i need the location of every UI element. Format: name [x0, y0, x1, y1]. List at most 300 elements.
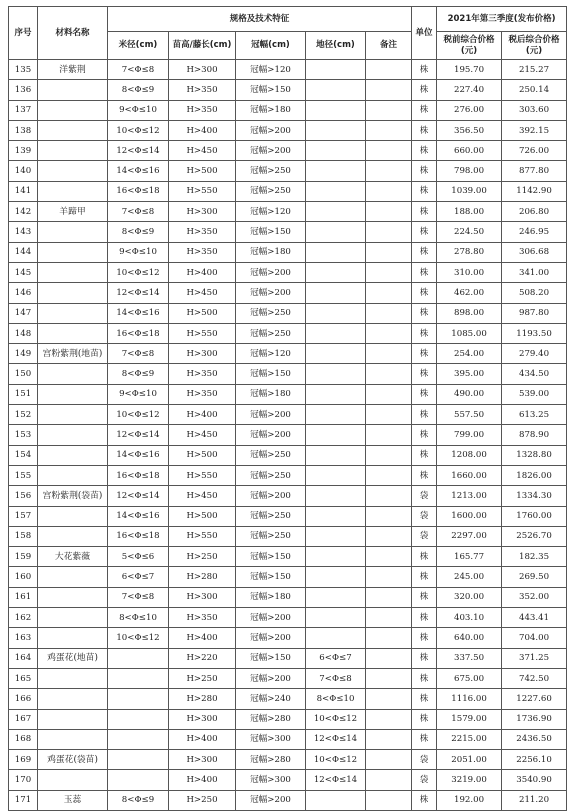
- cell-height: H>220: [169, 648, 236, 668]
- cell-post-tax: 443.41: [502, 608, 567, 628]
- cell-ground: [306, 425, 366, 445]
- cell-crown: 冠幅>280: [236, 709, 306, 729]
- cell-dia: 10<Φ≤12: [108, 120, 169, 140]
- cell-height: H>350: [169, 384, 236, 404]
- cell-height: H>300: [169, 344, 236, 364]
- cell-pre-tax: 356.50: [437, 120, 502, 140]
- cell-crown: 冠幅>200: [236, 405, 306, 425]
- cell-post-tax: 1193.50: [502, 323, 567, 343]
- table-row: [9, 567, 567, 587]
- cell-post-tax: 1826.00: [502, 465, 567, 485]
- cell-dia: 7<Φ≤8: [108, 202, 169, 222]
- cell-note: [366, 587, 412, 607]
- cell-pre-tax: 898.00: [437, 303, 502, 323]
- table-body: [9, 60, 567, 811]
- cell-post-tax: 371.25: [502, 648, 567, 668]
- cell-post-tax: 742.50: [502, 668, 567, 688]
- cell-seq: 147: [9, 303, 38, 323]
- cell-height: H>250: [169, 790, 236, 810]
- cell-height: H>500: [169, 506, 236, 526]
- table-row: [9, 689, 567, 709]
- table-row: [9, 770, 567, 790]
- cell-seq: 162: [9, 608, 38, 628]
- cell-pre-tax: 1085.00: [437, 323, 502, 343]
- cell-note: [366, 790, 412, 810]
- cell-unit: 株: [412, 344, 437, 364]
- table-row: [9, 323, 567, 343]
- cell-post-tax: 1736.90: [502, 709, 567, 729]
- cell-dia: 6<Φ≤7: [108, 567, 169, 587]
- cell-seq: 153: [9, 425, 38, 445]
- cell-seq: 167: [9, 709, 38, 729]
- cell-pre-tax: 557.50: [437, 405, 502, 425]
- header-ground: 地径(cm): [306, 32, 366, 60]
- cell-seq: 163: [9, 628, 38, 648]
- cell-height: H>350: [169, 608, 236, 628]
- table-row: [9, 141, 567, 161]
- cell-seq: 168: [9, 729, 38, 749]
- cell-note: [366, 80, 412, 100]
- header-price-group: 2021年第三季度(发布价格): [437, 7, 567, 32]
- table-row: [9, 384, 567, 404]
- cell-pre-tax: 490.00: [437, 384, 502, 404]
- table-row: [9, 608, 567, 628]
- cell-post-tax: 613.25: [502, 405, 567, 425]
- cell-seq: 160: [9, 567, 38, 587]
- cell-unit: 株: [412, 161, 437, 181]
- cell-name: 羊蹄甲: [38, 202, 108, 222]
- table-row: [9, 80, 567, 100]
- cell-ground: [306, 384, 366, 404]
- cell-note: [366, 120, 412, 140]
- cell-crown: 冠幅>200: [236, 141, 306, 161]
- cell-crown: 冠幅>150: [236, 80, 306, 100]
- cell-ground: [306, 323, 366, 343]
- cell-height: H>400: [169, 405, 236, 425]
- cell-note: [366, 425, 412, 445]
- cell-unit: 株: [412, 628, 437, 648]
- cell-pre-tax: 1600.00: [437, 506, 502, 526]
- cell-crown: 冠幅>250: [236, 161, 306, 181]
- cell-unit: 袋: [412, 770, 437, 790]
- table-row: [9, 750, 567, 770]
- table-row: [9, 161, 567, 181]
- cell-dia: 5<Φ≤6: [108, 547, 169, 567]
- cell-dia: 16<Φ≤18: [108, 323, 169, 343]
- cell-ground: [306, 405, 366, 425]
- cell-name: [38, 770, 108, 790]
- cell-ground: 10<Φ≤12: [306, 750, 366, 770]
- cell-pre-tax: 276.00: [437, 100, 502, 120]
- cell-pre-tax: 320.00: [437, 587, 502, 607]
- cell-name: 宫粉紫荆(地苗): [38, 344, 108, 364]
- cell-pre-tax: 310.00: [437, 262, 502, 282]
- cell-ground: [306, 262, 366, 282]
- cell-height: H>280: [169, 567, 236, 587]
- cell-ground: [306, 161, 366, 181]
- cell-height: H>400: [169, 120, 236, 140]
- cell-pre-tax: 188.00: [437, 202, 502, 222]
- cell-unit: 株: [412, 668, 437, 688]
- cell-ground: [306, 242, 366, 262]
- cell-note: [366, 384, 412, 404]
- cell-seq: 135: [9, 60, 38, 80]
- cell-note: [366, 709, 412, 729]
- cell-pre-tax: 1039.00: [437, 181, 502, 201]
- cell-seq: 149: [9, 344, 38, 364]
- cell-name: [38, 628, 108, 648]
- cell-unit: 株: [412, 465, 437, 485]
- cell-post-tax: 341.00: [502, 262, 567, 282]
- cell-pre-tax: 403.10: [437, 608, 502, 628]
- cell-crown: 冠幅>200: [236, 262, 306, 282]
- cell-ground: 12<Φ≤14: [306, 770, 366, 790]
- cell-ground: [306, 486, 366, 506]
- cell-seq: 151: [9, 384, 38, 404]
- cell-pre-tax: 462.00: [437, 283, 502, 303]
- cell-height: H>500: [169, 445, 236, 465]
- cell-unit: 株: [412, 100, 437, 120]
- cell-height: H>450: [169, 283, 236, 303]
- table-row: [9, 202, 567, 222]
- cell-pre-tax: 227.40: [437, 80, 502, 100]
- cell-unit: 株: [412, 283, 437, 303]
- cell-pre-tax: 2051.00: [437, 750, 502, 770]
- cell-seq: 161: [9, 587, 38, 607]
- table-row: [9, 100, 567, 120]
- cell-crown: 冠幅>250: [236, 181, 306, 201]
- cell-pre-tax: 2215.00: [437, 729, 502, 749]
- cell-pre-tax: 3219.00: [437, 770, 502, 790]
- cell-height: H>450: [169, 486, 236, 506]
- cell-post-tax: 392.15: [502, 120, 567, 140]
- cell-dia: 9<Φ≤10: [108, 242, 169, 262]
- cell-seq: 164: [9, 648, 38, 668]
- cell-ground: [306, 526, 366, 546]
- cell-name: [38, 526, 108, 546]
- cell-seq: 144: [9, 242, 38, 262]
- cell-unit: 株: [412, 547, 437, 567]
- cell-ground: [306, 567, 366, 587]
- cell-dia: 8<Φ≤9: [108, 80, 169, 100]
- cell-crown: 冠幅>300: [236, 729, 306, 749]
- cell-seq: 138: [9, 120, 38, 140]
- cell-height: H>550: [169, 181, 236, 201]
- cell-post-tax: 2436.50: [502, 729, 567, 749]
- cell-note: [366, 100, 412, 120]
- cell-seq: 158: [9, 526, 38, 546]
- cell-note: [366, 567, 412, 587]
- cell-name: [38, 222, 108, 242]
- cell-name: [38, 161, 108, 181]
- cell-note: [366, 750, 412, 770]
- cell-note: [366, 262, 412, 282]
- cell-name: [38, 303, 108, 323]
- cell-height: H>280: [169, 689, 236, 709]
- cell-crown: 冠幅>250: [236, 506, 306, 526]
- cell-height: H>550: [169, 526, 236, 546]
- cell-unit: 株: [412, 202, 437, 222]
- header-dia: 米径(cm): [108, 32, 169, 60]
- cell-dia: 10<Φ≤12: [108, 262, 169, 282]
- cell-note: [366, 283, 412, 303]
- cell-crown: 冠幅>200: [236, 668, 306, 688]
- cell-note: [366, 547, 412, 567]
- cell-pre-tax: 245.00: [437, 567, 502, 587]
- cell-pre-tax: 1116.00: [437, 689, 502, 709]
- cell-name: [38, 242, 108, 262]
- cell-note: [366, 526, 412, 546]
- cell-ground: [306, 181, 366, 201]
- cell-name: [38, 567, 108, 587]
- cell-note: [366, 668, 412, 688]
- cell-unit: 株: [412, 608, 437, 628]
- cell-pre-tax: 165.77: [437, 547, 502, 567]
- cell-height: H>350: [169, 100, 236, 120]
- cell-post-tax: 434.50: [502, 364, 567, 384]
- cell-post-tax: 878.90: [502, 425, 567, 445]
- cell-note: [366, 689, 412, 709]
- cell-name: [38, 506, 108, 526]
- cell-ground: [306, 364, 366, 384]
- cell-post-tax: 250.14: [502, 80, 567, 100]
- cell-dia: 14<Φ≤16: [108, 445, 169, 465]
- cell-ground: [306, 628, 366, 648]
- table-row: [9, 465, 567, 485]
- cell-dia: 7<Φ≤8: [108, 344, 169, 364]
- cell-note: [366, 364, 412, 384]
- cell-crown: 冠幅>200: [236, 608, 306, 628]
- cell-name: [38, 668, 108, 688]
- cell-ground: [306, 547, 366, 567]
- table-row: [9, 262, 567, 282]
- cell-dia: 16<Φ≤18: [108, 181, 169, 201]
- cell-crown: 冠幅>150: [236, 547, 306, 567]
- cell-name: [38, 100, 108, 120]
- cell-seq: 145: [9, 262, 38, 282]
- cell-crown: 冠幅>180: [236, 242, 306, 262]
- cell-post-tax: 182.35: [502, 547, 567, 567]
- cell-ground: [306, 283, 366, 303]
- cell-ground: [306, 506, 366, 526]
- cell-ground: [306, 222, 366, 242]
- cell-post-tax: 987.80: [502, 303, 567, 323]
- cell-height: H>300: [169, 709, 236, 729]
- table-row: [9, 790, 567, 810]
- cell-pre-tax: 192.00: [437, 790, 502, 810]
- cell-pre-tax: 1579.00: [437, 709, 502, 729]
- cell-name: [38, 120, 108, 140]
- table-row: [9, 405, 567, 425]
- cell-height: H>300: [169, 587, 236, 607]
- cell-crown: 冠幅>150: [236, 222, 306, 242]
- price-table: [8, 6, 567, 811]
- cell-post-tax: 1227.60: [502, 689, 567, 709]
- cell-post-tax: 539.00: [502, 384, 567, 404]
- cell-pre-tax: 799.00: [437, 425, 502, 445]
- cell-unit: 株: [412, 689, 437, 709]
- cell-name: [38, 587, 108, 607]
- cell-ground: [306, 790, 366, 810]
- cell-dia: [108, 709, 169, 729]
- cell-dia: 9<Φ≤10: [108, 384, 169, 404]
- cell-ground: [306, 60, 366, 80]
- cell-seq: 165: [9, 668, 38, 688]
- cell-dia: [108, 770, 169, 790]
- cell-dia: [108, 668, 169, 688]
- cell-note: [366, 344, 412, 364]
- cell-name: 大花紫薇: [38, 547, 108, 567]
- cell-height: H>550: [169, 465, 236, 485]
- cell-unit: 株: [412, 587, 437, 607]
- cell-note: [366, 405, 412, 425]
- cell-note: [366, 202, 412, 222]
- cell-ground: 8<Φ≤10: [306, 689, 366, 709]
- cell-note: [366, 445, 412, 465]
- cell-dia: 7<Φ≤8: [108, 587, 169, 607]
- cell-post-tax: 508.20: [502, 283, 567, 303]
- cell-name: [38, 283, 108, 303]
- cell-height: H>400: [169, 729, 236, 749]
- cell-seq: 150: [9, 364, 38, 384]
- cell-crown: 冠幅>150: [236, 567, 306, 587]
- cell-dia: [108, 648, 169, 668]
- cell-note: [366, 729, 412, 749]
- cell-dia: [108, 750, 169, 770]
- price-table-sheet: [8, 6, 567, 811]
- cell-crown: 冠幅>250: [236, 323, 306, 343]
- cell-seq: 141: [9, 181, 38, 201]
- cell-ground: [306, 100, 366, 120]
- cell-post-tax: 279.40: [502, 344, 567, 364]
- cell-name: [38, 80, 108, 100]
- cell-seq: 142: [9, 202, 38, 222]
- cell-name: 宫粉紫荆(袋苗): [38, 486, 108, 506]
- header-height: 苗高/藤长(cm): [169, 32, 236, 60]
- cell-dia: 12<Φ≤14: [108, 486, 169, 506]
- cell-dia: 16<Φ≤18: [108, 465, 169, 485]
- cell-name: [38, 729, 108, 749]
- cell-dia: 14<Φ≤16: [108, 161, 169, 181]
- cell-unit: 袋: [412, 506, 437, 526]
- cell-pre-tax: 1208.00: [437, 445, 502, 465]
- cell-height: H>350: [169, 364, 236, 384]
- cell-post-tax: 3540.90: [502, 770, 567, 790]
- cell-unit: 株: [412, 729, 437, 749]
- cell-seq: 171: [9, 790, 38, 810]
- cell-dia: 12<Φ≤14: [108, 283, 169, 303]
- cell-name: [38, 141, 108, 161]
- cell-post-tax: 246.95: [502, 222, 567, 242]
- cell-seq: 140: [9, 161, 38, 181]
- cell-unit: 株: [412, 120, 437, 140]
- table-row: [9, 486, 567, 506]
- cell-note: [366, 628, 412, 648]
- table-row: [9, 526, 567, 546]
- cell-dia: [108, 689, 169, 709]
- cell-pre-tax: 1660.00: [437, 465, 502, 485]
- cell-seq: 156: [9, 486, 38, 506]
- cell-unit: 袋: [412, 526, 437, 546]
- cell-ground: 12<Φ≤14: [306, 729, 366, 749]
- cell-seq: 148: [9, 323, 38, 343]
- cell-unit: 株: [412, 384, 437, 404]
- cell-seq: 152: [9, 405, 38, 425]
- cell-crown: 冠幅>120: [236, 344, 306, 364]
- cell-height: H>550: [169, 323, 236, 343]
- cell-unit: 株: [412, 445, 437, 465]
- cell-crown: 冠幅>200: [236, 425, 306, 445]
- cell-post-tax: 215.27: [502, 60, 567, 80]
- cell-unit: 株: [412, 405, 437, 425]
- cell-dia: 14<Φ≤16: [108, 303, 169, 323]
- cell-unit: 袋: [412, 750, 437, 770]
- cell-crown: 冠幅>280: [236, 750, 306, 770]
- cell-unit: 株: [412, 181, 437, 201]
- cell-ground: [306, 120, 366, 140]
- cell-note: [366, 323, 412, 343]
- cell-dia: 8<Φ≤10: [108, 608, 169, 628]
- cell-dia: 9<Φ≤10: [108, 100, 169, 120]
- table-row: [9, 648, 567, 668]
- cell-name: [38, 323, 108, 343]
- cell-height: H>250: [169, 547, 236, 567]
- header-pre-tax: 税前综合价格(元): [437, 32, 502, 60]
- cell-unit: 株: [412, 242, 437, 262]
- header-material: 材料名称: [38, 7, 108, 60]
- cell-name: [38, 465, 108, 485]
- cell-ground: [306, 608, 366, 628]
- header-unit: 单位: [412, 7, 437, 60]
- cell-post-tax: 269.50: [502, 567, 567, 587]
- table-row: [9, 547, 567, 567]
- cell-note: [366, 161, 412, 181]
- cell-name: 鸡蛋花(袋苗): [38, 750, 108, 770]
- cell-height: H>300: [169, 202, 236, 222]
- cell-post-tax: 1334.30: [502, 486, 567, 506]
- cell-unit: 株: [412, 303, 437, 323]
- header-seq: 序号: [9, 7, 38, 60]
- cell-name: 玉蕊: [38, 790, 108, 810]
- table-row: [9, 445, 567, 465]
- cell-post-tax: 704.00: [502, 628, 567, 648]
- cell-crown: 冠幅>200: [236, 283, 306, 303]
- cell-ground: [306, 465, 366, 485]
- cell-seq: 139: [9, 141, 38, 161]
- cell-pre-tax: 675.00: [437, 668, 502, 688]
- cell-height: H>350: [169, 242, 236, 262]
- cell-post-tax: 1328.80: [502, 445, 567, 465]
- cell-height: H>400: [169, 628, 236, 648]
- cell-note: [366, 303, 412, 323]
- cell-dia: 14<Φ≤16: [108, 506, 169, 526]
- cell-crown: 冠幅>250: [236, 303, 306, 323]
- cell-note: [366, 608, 412, 628]
- cell-dia: 8<Φ≤9: [108, 364, 169, 384]
- cell-seq: 137: [9, 100, 38, 120]
- cell-name: [38, 181, 108, 201]
- cell-dia: 12<Φ≤14: [108, 425, 169, 445]
- cell-crown: 冠幅>150: [236, 364, 306, 384]
- cell-pre-tax: 395.00: [437, 364, 502, 384]
- cell-dia: 8<Φ≤9: [108, 222, 169, 242]
- cell-unit: 株: [412, 80, 437, 100]
- cell-seq: 154: [9, 445, 38, 465]
- cell-crown: 冠幅>200: [236, 120, 306, 140]
- cell-height: H>250: [169, 668, 236, 688]
- cell-note: [366, 181, 412, 201]
- cell-note: [366, 141, 412, 161]
